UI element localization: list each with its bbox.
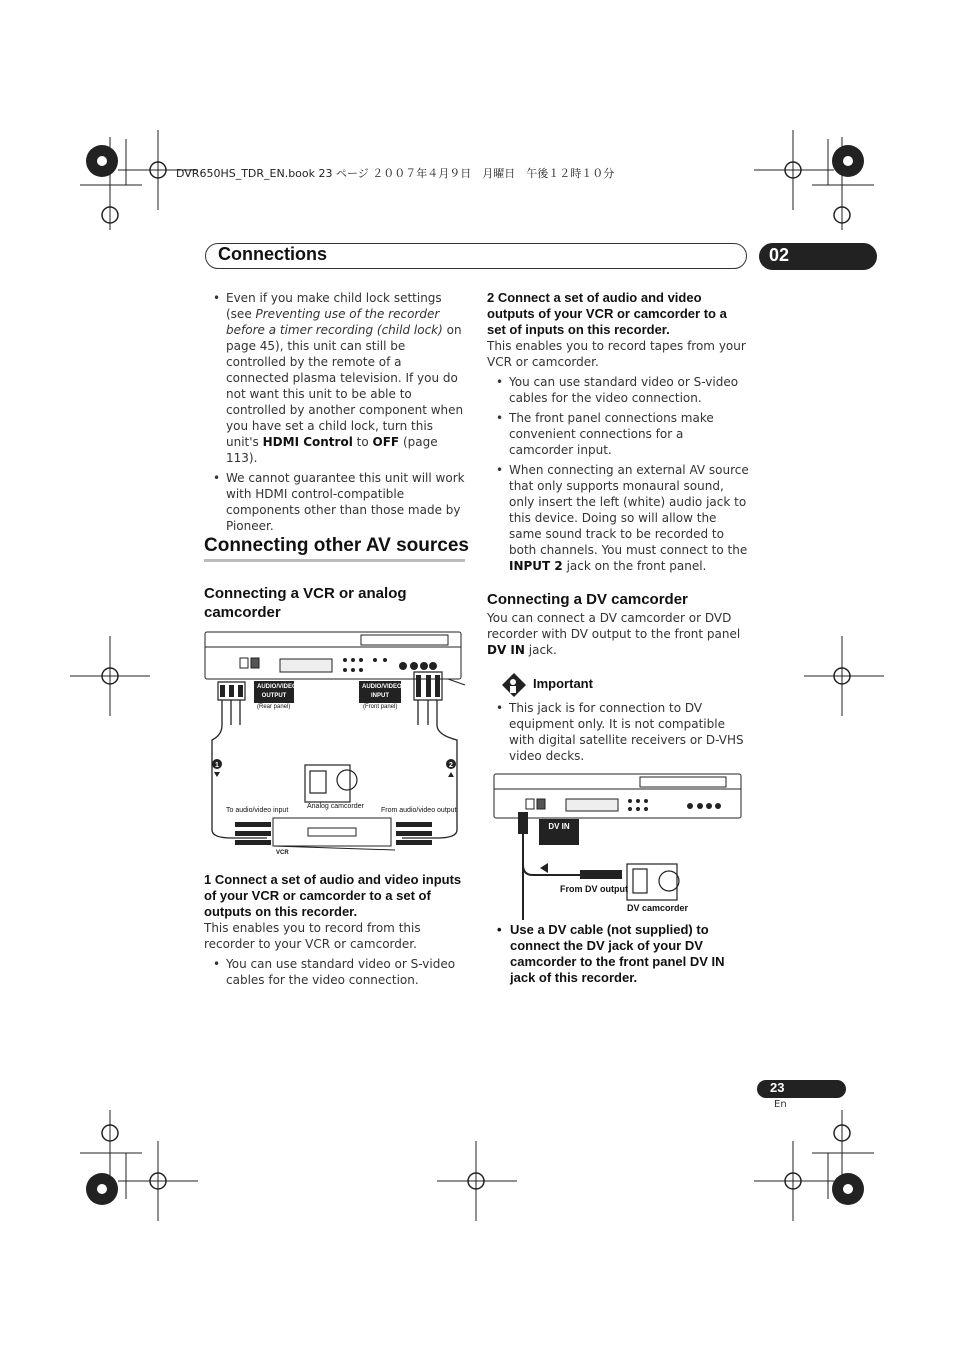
from-av-output-label: From audio/video output bbox=[381, 807, 457, 814]
list-item: • The front panel connections make convenient connections for a camcorder input. bbox=[487, 410, 749, 458]
list-item: • Even if you make child lock settings (see Preventing use of the recorder before a timer recording (child lock) on page 45), this unit can still be controlled by the remote of a connected plasma television. If you do not want this unit to be able to controlled by another component when you have set a child lock, turn this unit's HDMI Control to OFF (page 113). bbox=[204, 290, 466, 466]
page-number: 23 bbox=[770, 1080, 785, 1095]
step-badge-1: 1 bbox=[215, 762, 219, 769]
dv-section-title: Connecting a DV camcorder bbox=[487, 591, 688, 608]
chapter-title: Connections bbox=[218, 244, 328, 264]
dv-intro: You can connect a DV camcorder or DVD recorder with DV output to the front panel DV IN jack. bbox=[487, 611, 741, 657]
file-info-header: DVR650HS_TDR_EN.book 23 ページ ２００７年４月９日 月曜日 午後１２時１０分 bbox=[176, 167, 615, 180]
step-badge-2: 2 bbox=[449, 762, 453, 769]
analog-camcorder-label: Analog camcorder bbox=[307, 803, 364, 810]
from-dv-output-label: From DV output bbox=[560, 884, 628, 894]
important-icon bbox=[501, 672, 527, 698]
left-bullets bbox=[204, 290, 466, 534]
step1-text bbox=[204, 920, 466, 988]
to-av-input-label: To audio/video input bbox=[226, 807, 289, 814]
important-label: Important bbox=[533, 676, 593, 691]
step1-description: This enables you to record from this recorder to your VCR or camcorder. bbox=[204, 921, 421, 951]
dv-in-tag: DV IN bbox=[539, 819, 579, 845]
section-rule bbox=[204, 559, 465, 562]
list-item: • We cannot guarantee this unit will work with HDMI control-compatible components other than those made by Pioneer. bbox=[204, 470, 466, 534]
rear-panel-label: (Rear panel) bbox=[257, 704, 291, 710]
dv-camcorder-label: DV camcorder bbox=[627, 903, 689, 913]
vcr-unit bbox=[273, 818, 391, 846]
vcr-connection-diagram bbox=[200, 630, 470, 865]
list-item: • You can use standard video or S-video cables for the video connection. bbox=[487, 374, 749, 406]
section-title: Connecting other AV sources bbox=[204, 535, 469, 556]
av-input-tag: AUDIO/VIDEO INPUT bbox=[359, 681, 401, 703]
vcr-label: VCR bbox=[276, 850, 289, 856]
final-bullet-dot: • bbox=[497, 922, 502, 937]
step2-text bbox=[487, 338, 749, 574]
list-item: • This jack is for connection to DV equipment only. It is not compatible with digital satellite receivers or D-VHS video decks. bbox=[487, 700, 749, 764]
step2-description: This enables you to record tapes from your VCR or camcorder. bbox=[487, 339, 746, 369]
front-panel-label: (Front panel) bbox=[363, 704, 398, 710]
final-instruction: Use a DV cable (not supplied) to connect the DV jack of your DV camcorder to the front panel DV IN jack of this recorder. bbox=[510, 922, 725, 985]
list-item: • When connecting an external AV source that only supports monaural sound, only insert the left (white) audio jack to this device. Doing so will allow the same sound track to be recorded to both channels. You must connect to the INPUT 2 jack on the front panel. bbox=[487, 462, 749, 574]
av-output-tag: AUDIO/VIDEO OUTPUT bbox=[254, 681, 294, 703]
step2-heading: 2 Connect a set of audio and video outputs of your VCR or camcorder to a set of inputs on this recorder. bbox=[487, 290, 727, 337]
analog-camcorder-icon bbox=[305, 765, 357, 802]
dv-connection-diagram bbox=[490, 770, 750, 920]
chapter-number: 02 bbox=[759, 243, 877, 270]
step1-heading: 1 Connect a set of audio and video inputs of your VCR or camcorder to a set of outputs on this recorder. bbox=[204, 872, 462, 919]
dv-camcorder-icon bbox=[627, 864, 679, 900]
subsection-title: Connecting a VCR or analog camcorder bbox=[204, 585, 407, 621]
list-item: • You can use standard video or S-video cables for the video connection. bbox=[204, 956, 466, 988]
page-language: En bbox=[774, 1099, 787, 1110]
